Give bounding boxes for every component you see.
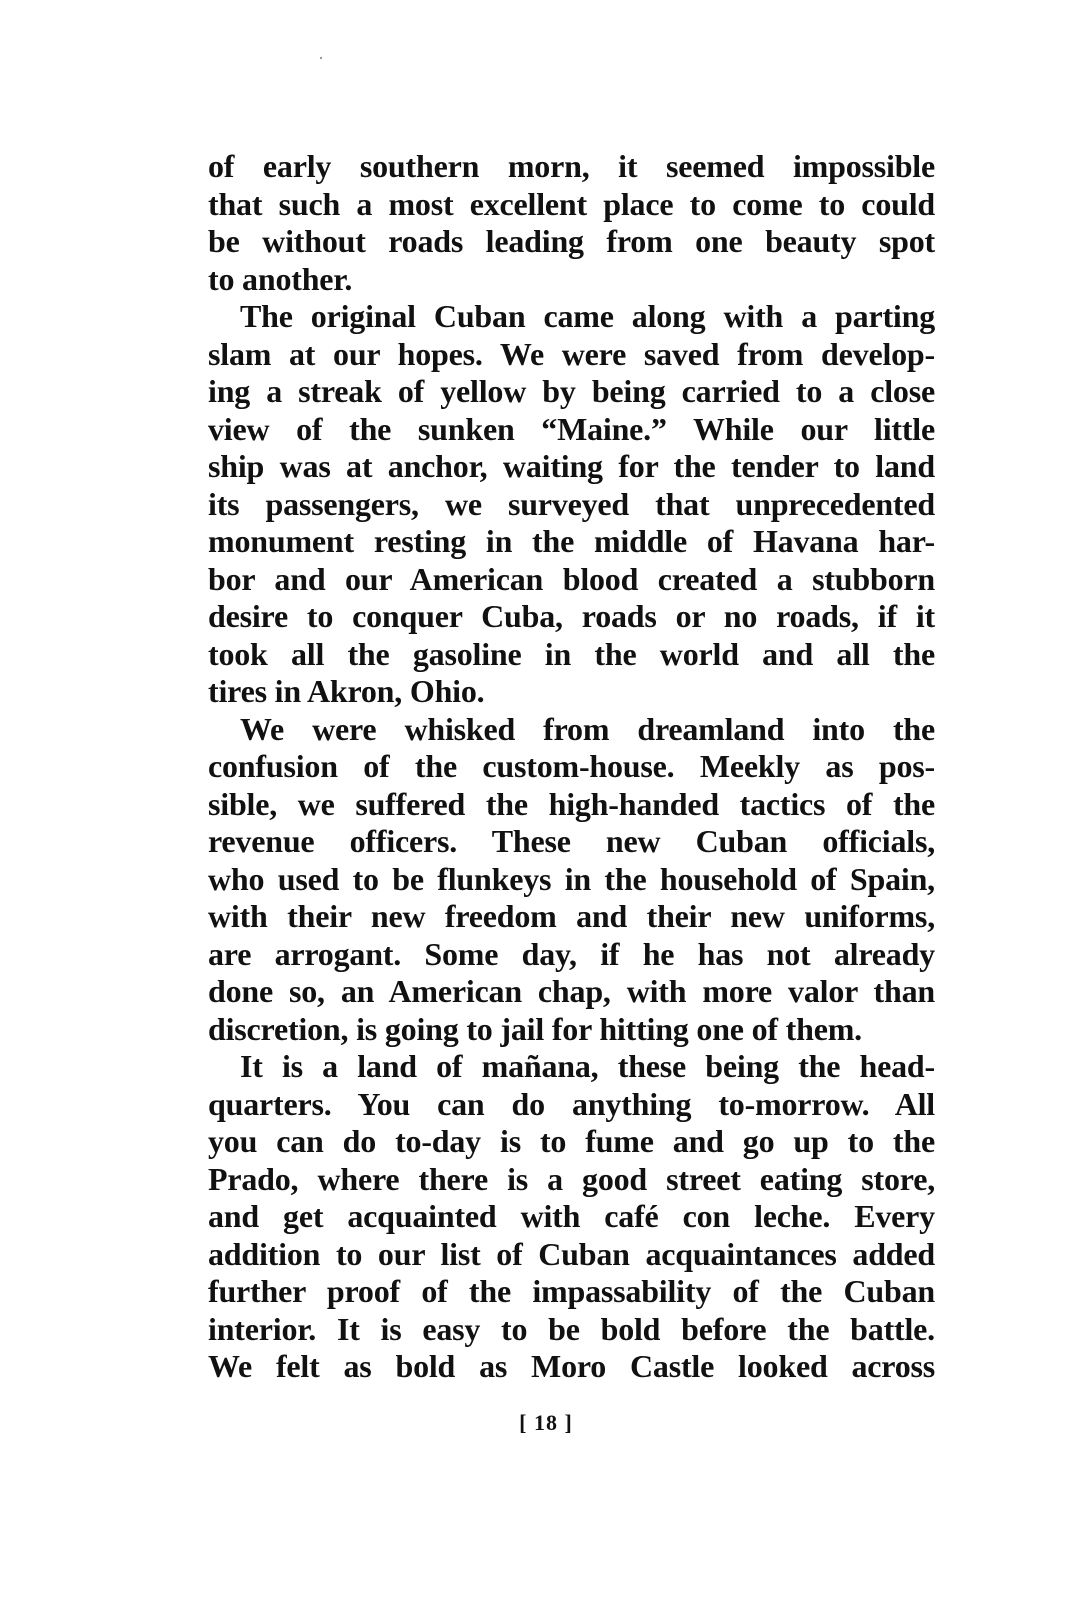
text-line: its passengers, we surveyed that unprecedented (208, 485, 935, 522)
text-line: interior. It is easy to be bold before the battle. (208, 1310, 935, 1347)
text-line: monument resting in the middle of Havana har- (208, 523, 935, 559)
text-line: you can do to-day is to fume and go up to the (208, 1123, 935, 1159)
text-line: revenue officers. These new Cuban officials, (208, 823, 935, 859)
text-line: ship was at anchor, waiting for the tender to land (208, 448, 935, 484)
text-line: done so, an American chap, with more valor than (208, 973, 935, 1009)
text-line: We were whisked from dreamland into the (240, 710, 935, 747)
text-line: quarters. You can do anything to-morrow. All (208, 1085, 935, 1122)
text-line: are arrogant. Some day, if he has not already (208, 935, 935, 972)
text-line: sible, we suffered the high-handed tactics of the (208, 785, 935, 822)
text-line: and get acquainted with café con leche. Every (208, 1198, 935, 1234)
text-line: further proof of the impassability of the Cuban (208, 1273, 935, 1309)
text-line: tires in Akron, Ohio. (208, 673, 485, 709)
text-line: addition to our list of Cuban acquaintances added (208, 1235, 935, 1272)
text-line: ing a streak of yellow by being carried to a close (208, 373, 935, 409)
text-line: slam at our hopes. We were saved from develop- (208, 335, 935, 372)
text-line: who used to be flunkeys in the household of Spain, (208, 860, 935, 897)
text-line: Prado, where there is a good street eating store, (208, 1160, 935, 1197)
text-line: with their new freedom and their new uniforms, (208, 898, 935, 934)
text-line: The original Cuban came along with a parting (240, 298, 935, 334)
text-line: be without roads leading from one beauty spot (208, 223, 935, 259)
text-line: bor and our American blood created a stubborn (208, 560, 935, 597)
text-line: It is a land of mañana, these being the head- (240, 1048, 935, 1084)
page-number: [ 18 ] (519, 1410, 573, 1435)
text-line: of early southern morn, it seemed impossible (208, 148, 935, 184)
body-text (208, 148, 935, 1386)
text-line: to another. (208, 260, 353, 297)
text-line: confusion of the custom-house. Meekly as pos- (208, 748, 935, 784)
text-line: that such a most excellent place to come to could (208, 185, 935, 222)
text-line: desire to conquer Cuba, roads or no roads, if it (208, 598, 935, 634)
text-line: discretion, is going to jail for hitting one of them. (208, 1010, 862, 1047)
print-speck (320, 57, 322, 59)
text-line: view of the sunken “Maine.” While our little (208, 410, 935, 447)
text-line: took all the gasoline in the world and all the (208, 635, 935, 672)
text-line: We felt as bold as Moro Castle looked across (208, 1348, 935, 1384)
